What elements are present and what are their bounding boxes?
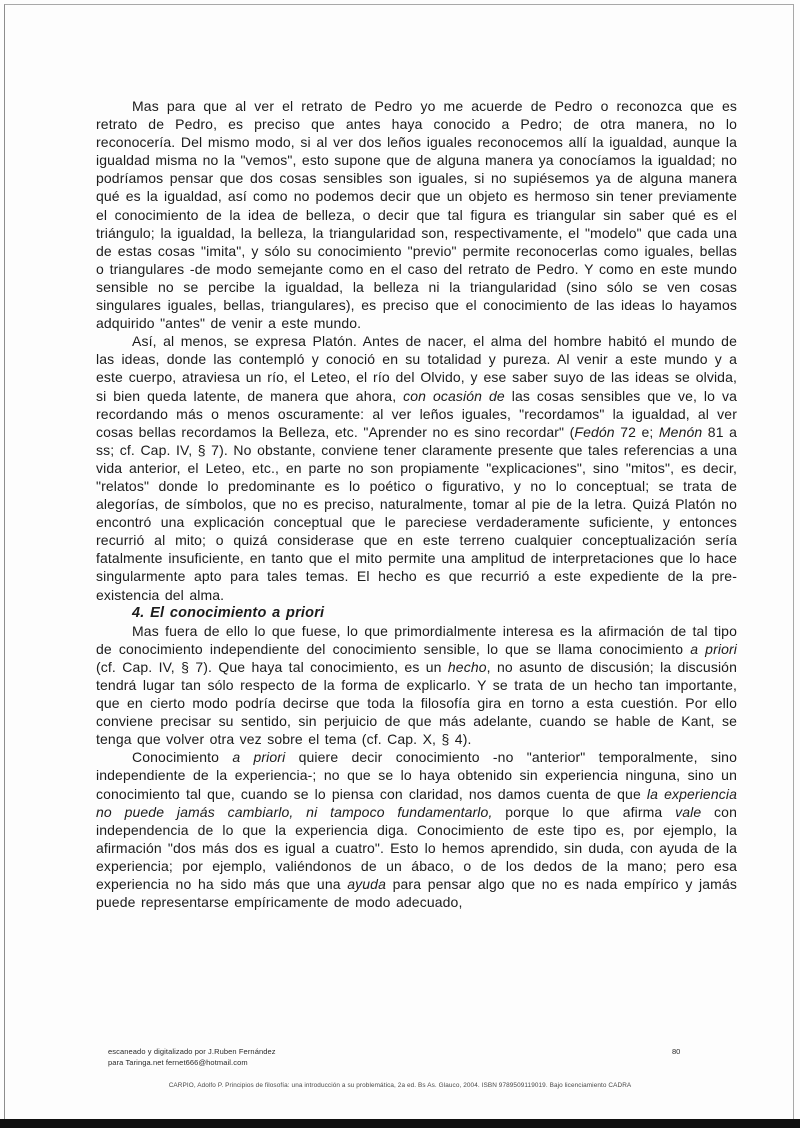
body-paragraph: Conocimiento a priori quiere decir conocimiento -no "anterior" temporalmente, sino independiente de la experiencia-; no que se lo haya obtenido sin experiencia ninguna, sino un conocimiento tal que, cuando se lo piensa con claridad, nos damos cuenta de que la experiencia no puede jamás cambiarlo, ni tampoco fundamentarlo, porque lo que afirma vale con independencia de lo que la experiencia diga. Conocimiento de este tipo es, por ejemplo, la afirmación "dos más dos es igual a cuatro". Esto lo hemos aprendido, sin duda, con ayuda de la experiencia; por ejemplo, valiéndonos de un ábaco, o de los dedos de la mano; pero esa experiencia no ha sido más que una ayuda para pensar algo que no es nada empírico y jamás puede representarse empíricamente de modo adecuado, xyxy=(96,749,738,911)
scan-credit-line: escaneado y digitalizado por J.Ruben Fernández xyxy=(108,1047,276,1056)
bibliographic-citation: CARPIO, Adolfo P. Principios de filosofía: una introducción a su problemática, 2a ed. Bs As. Glauco, 2004. ISBN 9789509119019. Bajo licenciamiento CADRA xyxy=(168,1082,632,1089)
body-paragraph: Mas fuera de ello lo que fuese, lo que primordialmente interesa es la afirmación de tal tipo de conocimiento independiente del conocimiento sensible, lo que se llama conocimiento a priori (cf. Cap. IV, § 7). Que haya tal conocimiento, es un hecho, no asunto de discusión; la discusión tendrá lugar tan sólo respecto de la forma de explicarlo. Y se trata de un hecho tan importante, que en cierto modo podría decirse que toda la filosofía gira en torno a esta cuestión. Por ello conviene precisar su sentido, sin perjuicio de que más adelante, cuando se hable de Kant, se tenga que volver otra vez sobre el tema (cf. Cap. X, § 4). xyxy=(96,622,737,748)
page-body xyxy=(96,97,737,911)
page-number: 80 xyxy=(672,1047,681,1056)
body-paragraph: Así, al menos, se expresa Platón. Antes de nacer, el alma del hombre habitó el mundo de las ideas, donde las contempló y conoció en su totalidad y pureza. Al venir a este mundo y a este cuerpo, atraviesa un río, el Leteo, el río del Olvido, y ese saber suyo de las ideas se olvida, si bien queda latente, de manera que ahora, con ocasión de las cosas sensibles que ve, lo va recordando más o menos oscuramente: al ver leños iguales, "recordamos" la igualdad, al ver cosas bellas recordamos la Belleza, etc. "Aprender no es sino recordar" (Fedón 72 e; Menón 81 a ss; cf. Cap. IV, § 7). No obstante, conviene tener claramente presente que tales referencias a una vida anterior, el Leteo, etc., en parte no son propiamente "explicaciones", sino "mitos", es decir, "relatos" donde lo predominante es lo poético o figurativo, y no lo conceptual; se trata de alegorías, de símbolos, que no es preciso, naturalmente, tomar al pie de la letra. Quizá Platón no encontró una explicación conceptual que le pareciese verdaderamente suficiente, y entonces recurrió al mito; o quizá considerase que en este terreno cualquier conceptualización sería fatalmente insuficiente, en tanto que el mito permite una amplitud de interpretaciones que lo hace singularmente apto para tales temas. El hecho es que recurrió a este expediente de la pre-existencia del alma. xyxy=(96,333,737,603)
section-heading: 4. El conocimiento a priori xyxy=(132,604,325,621)
scan-credit xyxy=(108,1046,276,1068)
body-paragraph: Mas para que al ver el retrato de Pedro yo me acuerde de Pedro o reconozca que es retrato de Pedro, es preciso que antes haya conocido a Pedro; de otra manera, no lo reconocería. Del mismo modo, si al ver dos leños iguales reconocemos allí la igualdad, aunque la igualdad misma no la "vemos", esto supone que de alguna manera ya conocíamos la igualdad; no podríamos pensar que dos cosas sensibles son iguales, si no supiésemos ya de alguna manera qué es la igualdad, así como no podemos decir que un objeto es hermoso sin tener previamente el conocimiento de la idea de belleza, o decir que tal figura es triangular sin saber qué es el triángulo; la igualdad, la belleza, la triangularidad son, respectivamente, el "modelo" que cada una de estas cosas "imita", y sólo su conocimiento "previo" permite reconocerlas como iguales, bellas o triangulares -de modo semejante como en el caso del retrato de Pedro. Y como en este mundo sensible no se percibe la igualdad, la belleza ni la triangularidad (sino sólo se ven cosas singulares iguales, bellas, triangulares), es preciso que el conocimiento de las ideas lo hayamos adquirido "antes" de venir a este mundo. xyxy=(96,98,737,332)
scan-edge-band xyxy=(0,1119,800,1128)
scan-credit-line: para Taringa.net fernet666@hotmail.com xyxy=(108,1058,248,1067)
